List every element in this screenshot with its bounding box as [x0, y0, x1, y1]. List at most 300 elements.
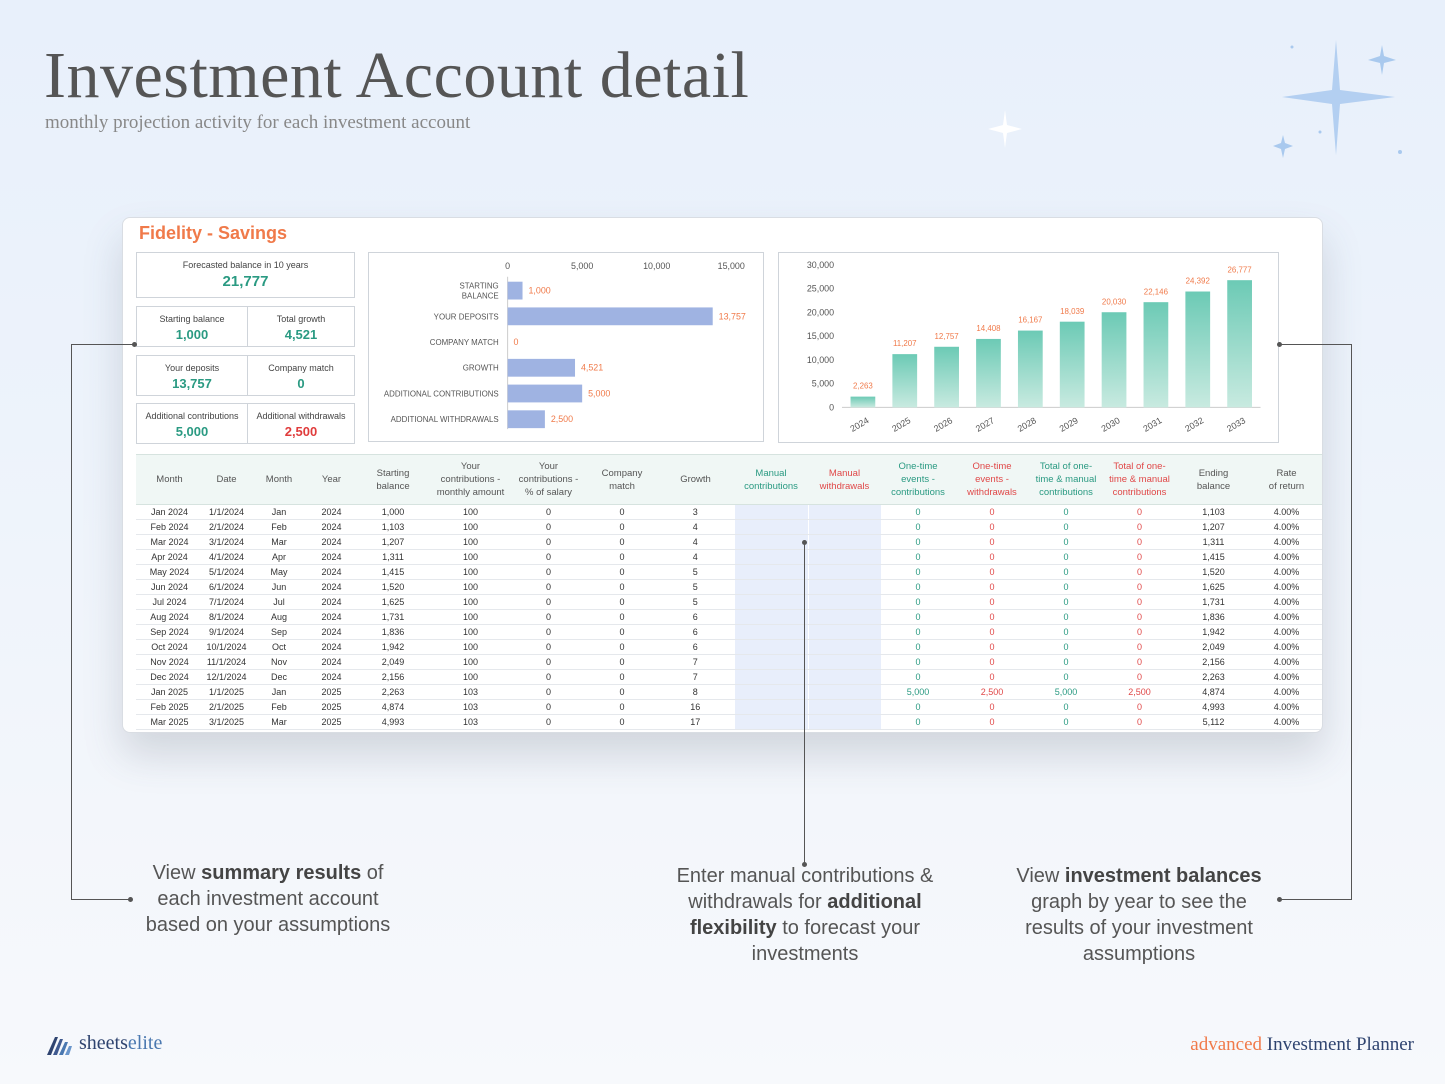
table-cell: 0 — [1029, 505, 1103, 520]
x-tick-label: 2029 — [1057, 415, 1080, 434]
x-tick-label: 2027 — [973, 415, 997, 434]
manual-input-cell[interactable] — [808, 535, 881, 550]
callout-manual-entries — [660, 863, 950, 967]
column — [1185, 292, 1210, 408]
table-cell: Mar — [250, 715, 308, 730]
table-cell: 0 — [881, 595, 955, 610]
table-cell: 0 — [955, 595, 1029, 610]
table-cell: 0 — [1103, 550, 1176, 565]
table-row — [136, 535, 1322, 550]
table-cell: 0 — [1029, 640, 1103, 655]
table-cell: 0 — [881, 505, 955, 520]
table-cell: 1,520 — [1176, 565, 1251, 580]
table-cell: 4.00% — [1251, 520, 1322, 535]
table-cell: 8/1/2024 — [203, 610, 250, 625]
table-cell: 1,942 — [1176, 625, 1251, 640]
table-cell: 100 — [431, 580, 510, 595]
table-cell: 4,993 — [1176, 700, 1251, 715]
brand-name-part2: elite — [127, 1032, 163, 1054]
callout-text: of each investment account based on your assumptions — [145, 862, 391, 936]
column-header — [1251, 455, 1322, 505]
table-cell: 0 — [1029, 550, 1103, 565]
summary-bar-chart — [368, 252, 764, 442]
table-cell: 0 — [587, 640, 657, 655]
table-cell: 2024 — [308, 535, 355, 550]
x-tick-label: 2026 — [932, 415, 955, 434]
account-title: Fidelity - Savings — [139, 223, 288, 243]
category-label: ADDITIONAL CONTRIBUTIONS — [383, 389, 499, 399]
manual-input-cell[interactable] — [734, 655, 808, 670]
table-cell: Jul 2024 — [136, 595, 203, 610]
total-growth-stat — [247, 306, 355, 347]
column-header — [1029, 455, 1103, 505]
table-cell: 0 — [587, 505, 657, 520]
table-cell: 100 — [431, 625, 510, 640]
manual-input-cell[interactable] — [808, 625, 881, 640]
stat-value: 2,500 — [284, 424, 318, 439]
page-subtitle: monthly projection activity for each investment account — [45, 112, 471, 133]
bar — [508, 385, 583, 403]
manual-input-cell[interactable] — [808, 610, 881, 625]
table-cell: 0 — [587, 520, 657, 535]
manual-input-cell[interactable] — [734, 565, 808, 580]
column-header-line: Total of one- — [1039, 461, 1093, 472]
table-cell: 0 — [1029, 700, 1103, 715]
table-cell: Apr 2024 — [136, 550, 203, 565]
table-header-row — [136, 455, 1322, 505]
table-cell: 4.00% — [1251, 670, 1322, 685]
bar — [508, 359, 575, 377]
table-cell: 0 — [1103, 505, 1176, 520]
table-cell: 0 — [510, 505, 587, 520]
table-cell: 100 — [431, 595, 510, 610]
manual-input-cell[interactable] — [734, 670, 808, 685]
table-row — [136, 685, 1322, 700]
table-cell: Jul — [250, 595, 308, 610]
table-cell: 0 — [1029, 520, 1103, 535]
table-cell: 0 — [881, 715, 955, 730]
table-cell: 0 — [1029, 625, 1103, 640]
column-header-line: Your — [460, 461, 481, 472]
table-cell: 0 — [587, 700, 657, 715]
table-cell: 100 — [431, 610, 510, 625]
manual-input-cell[interactable] — [808, 640, 881, 655]
stat-label: Starting balance — [159, 314, 225, 324]
table-cell: 17 — [657, 715, 734, 730]
table-cell: 4.00% — [1251, 625, 1322, 640]
product-name-advanced: advanced — [1190, 1034, 1263, 1055]
table-cell: 0 — [955, 505, 1029, 520]
brand-name-part1: sheets — [79, 1032, 128, 1054]
manual-input-cell[interactable] — [808, 595, 881, 610]
table-cell: 0 — [881, 640, 955, 655]
column-header — [881, 455, 955, 505]
table-cell: 4.00% — [1251, 505, 1322, 520]
table-cell: 6 — [657, 625, 734, 640]
table-cell: 4.00% — [1251, 640, 1322, 655]
table-cell: 100 — [431, 535, 510, 550]
table-cell: Mar 2024 — [136, 535, 203, 550]
table-cell: Aug 2024 — [136, 610, 203, 625]
column-header-line: Your — [538, 461, 559, 472]
table-row — [136, 655, 1322, 670]
column-header-line: % of salary — [525, 487, 572, 498]
column-header — [203, 455, 250, 505]
table-row — [136, 715, 1322, 730]
table-cell: 100 — [431, 550, 510, 565]
column-header-line: Company — [601, 467, 643, 479]
x-tick-label: 5,000 — [571, 260, 594, 271]
manual-input-cell[interactable] — [734, 700, 808, 715]
manual-input-cell[interactable] — [734, 685, 808, 700]
table-cell: 1,103 — [355, 520, 431, 535]
column-header-line: Date — [216, 474, 237, 485]
column-header-line: balance — [376, 480, 410, 492]
manual-input-cell[interactable] — [808, 670, 881, 685]
column-header — [734, 455, 808, 505]
column-header-line: Starting — [376, 467, 410, 479]
column — [1102, 312, 1127, 407]
y-tick-label: 15,000 — [806, 331, 835, 342]
column-header — [587, 455, 657, 505]
table-cell: 2024 — [308, 610, 355, 625]
column-value-label: 16,167 — [1018, 315, 1043, 325]
forecast-balance-stat — [136, 252, 355, 298]
table-cell: 0 — [955, 550, 1029, 565]
column-header-line: contributions — [1039, 487, 1093, 498]
table-cell: Nov 2024 — [136, 655, 203, 670]
column-header-line: contributions — [744, 480, 798, 492]
table-cell: 1,836 — [355, 625, 431, 640]
manual-input-cell[interactable] — [734, 715, 808, 730]
table-cell: 2,263 — [1176, 670, 1251, 685]
table-cell: 2,156 — [355, 670, 431, 685]
table-cell: 103 — [431, 685, 510, 700]
stat-value: 5,000 — [175, 424, 209, 439]
column-header-line: One-time — [972, 461, 1012, 472]
brand-name — [79, 1032, 162, 1055]
column-header — [308, 455, 355, 505]
table-cell: 2024 — [308, 595, 355, 610]
table-cell: 1,731 — [355, 610, 431, 625]
column-value-label: 20,030 — [1101, 297, 1127, 307]
x-tick-label: 2031 — [1141, 415, 1164, 434]
column-header — [657, 455, 734, 505]
column — [1144, 302, 1169, 407]
table-cell: 0 — [587, 655, 657, 670]
table-cell: 4,874 — [1176, 685, 1251, 700]
table-cell: 4 — [657, 535, 734, 550]
table-cell: 6 — [657, 610, 734, 625]
table-cell: Aug — [250, 610, 308, 625]
column — [1018, 331, 1043, 408]
table-cell: Jan 2024 — [136, 505, 203, 520]
table-cell: 11/1/2024 — [203, 655, 250, 670]
table-cell: 0 — [955, 670, 1029, 685]
table-cell: Mar 2025 — [136, 715, 203, 730]
column — [1060, 322, 1085, 408]
manual-input-cell[interactable] — [808, 655, 881, 670]
callout-emphasis: summary results — [201, 862, 362, 884]
table-cell: Jun — [250, 580, 308, 595]
stat-value: 13,757 — [172, 376, 212, 391]
additional-contributions-stat — [136, 403, 248, 444]
column-header — [250, 455, 308, 505]
table-row — [136, 610, 1322, 625]
bar — [508, 307, 713, 325]
y-tick-label: 0 — [829, 402, 835, 413]
table-cell: 5,000 — [1029, 685, 1103, 700]
manual-input-cell[interactable] — [808, 505, 881, 520]
table-cell: 4.00% — [1251, 685, 1322, 700]
table-cell: 5/1/2024 — [203, 565, 250, 580]
table-cell: 4.00% — [1251, 580, 1322, 595]
manual-input-cell[interactable] — [808, 550, 881, 565]
table-cell: 2,049 — [1176, 640, 1251, 655]
manual-input-cell[interactable] — [808, 715, 881, 730]
table-cell: Feb 2024 — [136, 520, 203, 535]
table-cell: 7 — [657, 655, 734, 670]
table-row — [136, 565, 1322, 580]
connector-dot — [1277, 897, 1282, 902]
column-value-label: 22,146 — [1143, 287, 1168, 297]
table-cell: 1,625 — [355, 595, 431, 610]
table-cell: 12/1/2024 — [203, 670, 250, 685]
column — [892, 354, 917, 407]
table-cell: 2024 — [308, 640, 355, 655]
table-cell: May 2024 — [136, 565, 203, 580]
table-cell: 10/1/2024 — [203, 640, 250, 655]
table-cell: 2024 — [308, 505, 355, 520]
table-cell: Feb — [250, 700, 308, 715]
table-cell: 0 — [587, 670, 657, 685]
column — [851, 397, 876, 408]
table-cell: 2024 — [308, 625, 355, 640]
table-cell: 5,000 — [881, 685, 955, 700]
table-row — [136, 595, 1322, 610]
table-cell: 2,263 — [355, 685, 431, 700]
table-cell: Sep 2024 — [136, 625, 203, 640]
table-cell: 0 — [1029, 670, 1103, 685]
table-cell: 0 — [510, 625, 587, 640]
column-header — [355, 455, 431, 505]
table-cell: 0 — [587, 595, 657, 610]
table-cell: 0 — [881, 550, 955, 565]
table-row — [136, 625, 1322, 640]
table-cell: 0 — [510, 520, 587, 535]
column-header-line: Manual — [755, 467, 787, 479]
table-cell: 2024 — [308, 670, 355, 685]
column-header-line: Growth — [680, 474, 711, 485]
manual-input-cell[interactable] — [734, 520, 808, 535]
table-cell: 4.00% — [1251, 610, 1322, 625]
column-header-line: match — [609, 480, 635, 492]
product-name — [1190, 1034, 1414, 1056]
manual-input-cell[interactable] — [808, 520, 881, 535]
table-cell: 2024 — [308, 565, 355, 580]
table-cell: 4/1/2024 — [203, 550, 250, 565]
category-label: ADDITIONAL WITHDRAWALS — [390, 415, 499, 425]
table-cell: 0 — [881, 655, 955, 670]
column-value-label: 18,039 — [1060, 306, 1085, 316]
table-cell: 0 — [510, 685, 587, 700]
connector-dot — [132, 342, 137, 347]
stat-label: Additional contributions — [145, 411, 239, 421]
table-cell: 0 — [587, 685, 657, 700]
table-cell: 4 — [657, 550, 734, 565]
table-cell: 0 — [1029, 580, 1103, 595]
manual-input-cell[interactable] — [808, 685, 881, 700]
manual-input-cell[interactable] — [808, 700, 881, 715]
column-header-line: Rate — [1276, 467, 1297, 479]
table-cell: 4.00% — [1251, 715, 1322, 730]
table-cell: 103 — [431, 700, 510, 715]
column-header-line: contributions - — [440, 474, 501, 485]
table-cell: 2,049 — [355, 655, 431, 670]
x-tick-label: 10,000 — [643, 260, 671, 271]
y-tick-label: 5,000 — [811, 378, 835, 389]
table-cell: 0 — [510, 700, 587, 715]
table-row — [136, 640, 1322, 655]
category-label: GROWTH — [462, 363, 499, 373]
table-cell: 2024 — [308, 580, 355, 595]
table-cell: Dec — [250, 670, 308, 685]
table-cell: 0 — [881, 565, 955, 580]
table-cell: 4.00% — [1251, 595, 1322, 610]
stat-label: Forecasted balance in 10 years — [182, 260, 309, 270]
bar-value-label: 5,000 — [588, 388, 611, 399]
table-cell: 1/1/2024 — [203, 505, 250, 520]
column-header-line: One-time — [898, 461, 938, 472]
column-header — [1176, 455, 1251, 505]
table-cell: 2024 — [308, 520, 355, 535]
column-header-line: time & manual — [1109, 474, 1170, 485]
callout-text: Enter manual contributions & withdrawals for — [676, 865, 934, 913]
table-cell: 0 — [587, 565, 657, 580]
y-tick-label: 10,000 — [806, 354, 835, 365]
table-cell: 1,311 — [355, 550, 431, 565]
table-cell: 1,000 — [355, 505, 431, 520]
manual-input-cell[interactable] — [734, 505, 808, 520]
y-tick-label: 30,000 — [806, 259, 835, 270]
table-cell: 0 — [955, 610, 1029, 625]
table-cell: 0 — [587, 625, 657, 640]
x-tick-label: 2028 — [1015, 415, 1038, 434]
x-tick-label: 15,000 — [717, 260, 745, 271]
manual-input-cell[interactable] — [734, 610, 808, 625]
table-cell: 1,836 — [1176, 610, 1251, 625]
manual-input-cell[interactable] — [808, 580, 881, 595]
table-cell: 2,500 — [1103, 685, 1176, 700]
table-cell: 0 — [1103, 565, 1176, 580]
column-header-line: events - — [901, 474, 935, 485]
table-body — [136, 505, 1322, 730]
manual-input-cell[interactable] — [734, 640, 808, 655]
table-cell: 4.00% — [1251, 550, 1322, 565]
table-cell: 4.00% — [1251, 655, 1322, 670]
table-cell: 0 — [881, 700, 955, 715]
table-cell: 4.00% — [1251, 565, 1322, 580]
table-cell: 0 — [1103, 610, 1176, 625]
table-cell: 0 — [1103, 580, 1176, 595]
column-header-line: withdrawals — [819, 480, 870, 492]
table-cell: 103 — [431, 715, 510, 730]
callout-emphasis: investment balances — [1064, 865, 1262, 887]
yearly-balance-chart — [778, 252, 1279, 443]
table-cell: 5 — [657, 580, 734, 595]
table-cell: 0 — [955, 700, 1029, 715]
table-cell: 0 — [1029, 655, 1103, 670]
stat-label: Total growth — [276, 314, 326, 324]
manual-input-cell[interactable] — [734, 580, 808, 595]
column-header — [431, 455, 510, 505]
table-cell: 100 — [431, 520, 510, 535]
manual-input-cell[interactable] — [734, 625, 808, 640]
table-cell: 0 — [955, 535, 1029, 550]
manual-input-cell[interactable] — [734, 550, 808, 565]
column-header-line: contributions - — [518, 474, 579, 485]
table-cell: Sep — [250, 625, 308, 640]
table-cell: 100 — [431, 565, 510, 580]
callout-emphasis: additional flexibility — [689, 891, 922, 939]
connector-line — [71, 344, 134, 345]
table-cell: 0 — [587, 580, 657, 595]
callout-text: graph by year to see the results of your investment assumptions — [1025, 891, 1253, 965]
manual-input-cell[interactable] — [734, 535, 808, 550]
table-cell: 1,103 — [1176, 505, 1251, 520]
column-value-label: 2,263 — [853, 381, 873, 391]
table-cell: 0 — [587, 715, 657, 730]
table-cell: 0 — [881, 670, 955, 685]
manual-input-cell[interactable] — [734, 595, 808, 610]
table-cell: 0 — [1029, 565, 1103, 580]
category-label: YOUR DEPOSITS — [433, 312, 499, 322]
table-cell: 1/1/2025 — [203, 685, 250, 700]
table-cell: 0 — [1103, 700, 1176, 715]
account-detail-card — [122, 217, 1323, 733]
table-cell: 5 — [657, 565, 734, 580]
column-value-label: 12,757 — [934, 331, 959, 341]
table-cell: 0 — [1103, 625, 1176, 640]
table-cell: Jun 2024 — [136, 580, 203, 595]
table-cell: 1,311 — [1176, 535, 1251, 550]
callout-balance-graph — [1004, 863, 1274, 967]
table-cell: 0 — [510, 670, 587, 685]
table-cell: 0 — [510, 580, 587, 595]
x-tick-label: 0 — [505, 260, 511, 271]
table-cell: 3/1/2025 — [203, 715, 250, 730]
table-cell: 4 — [657, 520, 734, 535]
table-cell: Feb — [250, 520, 308, 535]
bar — [508, 410, 545, 428]
manual-input-cell[interactable] — [808, 565, 881, 580]
table-cell: 4,874 — [355, 700, 431, 715]
column-header-line: events - — [975, 474, 1009, 485]
table-cell: 0 — [1103, 595, 1176, 610]
table-cell: 0 — [510, 550, 587, 565]
table-cell: 7/1/2024 — [203, 595, 250, 610]
table-cell: 0 — [1103, 670, 1176, 685]
table-cell: 1,520 — [355, 580, 431, 595]
column-header-line: monthly amount — [436, 487, 505, 498]
table-cell: 100 — [431, 655, 510, 670]
column-header-line: withdrawals — [967, 487, 1017, 498]
table-cell: 0 — [1029, 535, 1103, 550]
bar-value-label: 1,000 — [528, 285, 551, 296]
stat-value: 21,777 — [222, 273, 269, 290]
column-value-label: 26,777 — [1227, 265, 1252, 275]
table-row — [136, 700, 1322, 715]
